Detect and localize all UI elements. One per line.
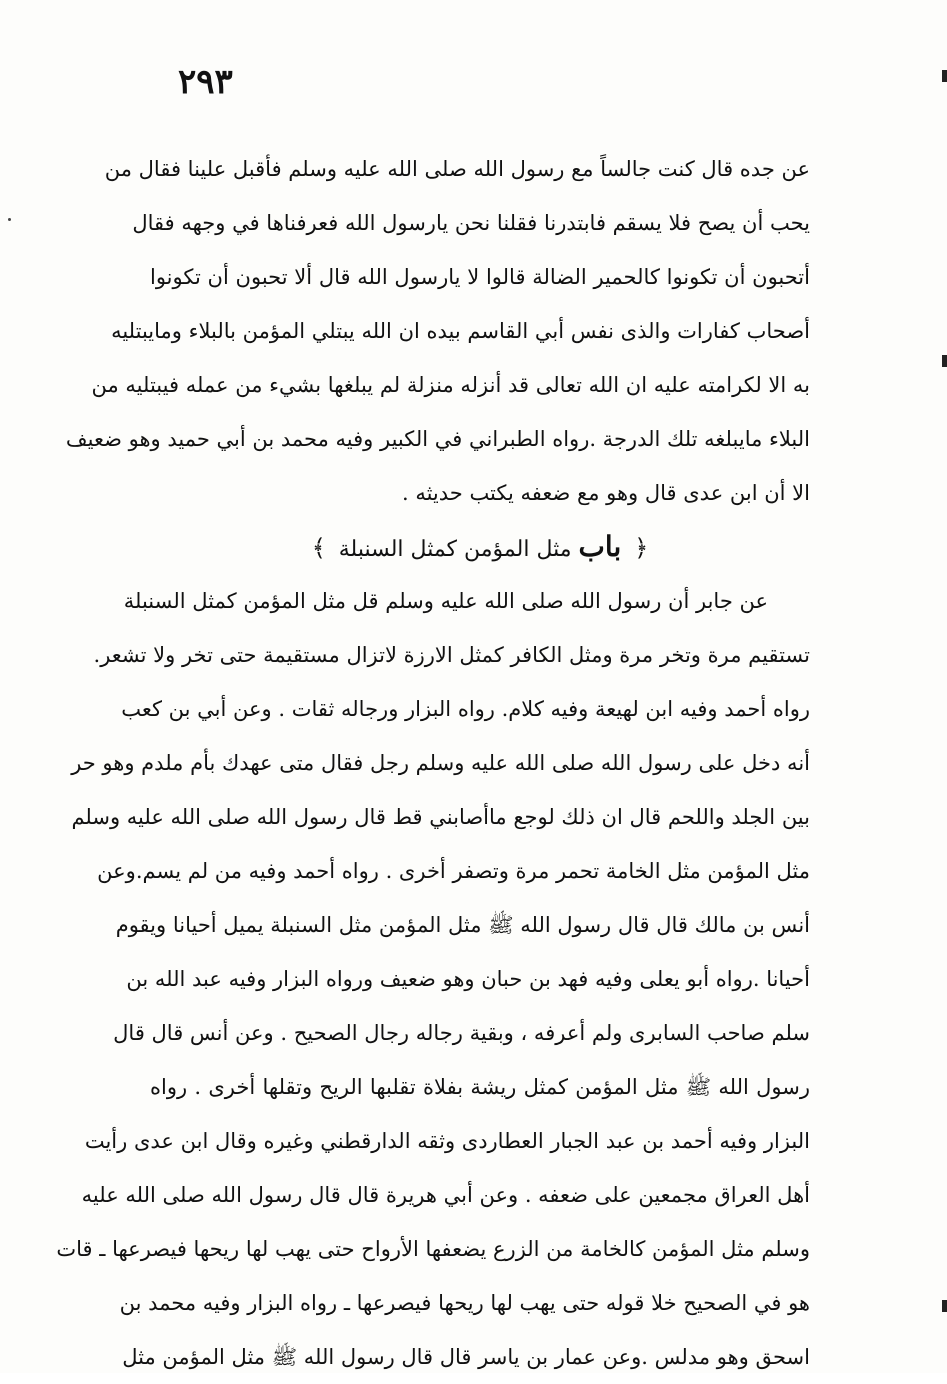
text-line: أهل العراق مجمعين على ضعفه . وعن أبي هريرة قال قال رسول الله صلى الله عليه [81,1183,810,1207]
text-line: عن جابر أن رسول الله صلى الله عليه وسلم قل مثل المؤمن كمثل السنبلة [123,589,768,613]
text-line: مثل المؤمن مثل الخامة تحمر مرة وتصفر أخرى . رواه أحمد وفيه من لم يسم.وعن [97,859,810,883]
text-line: وسلم مثل المؤمن كالخامة من الزرع يضعفها الأرواح حتى يهب لها ريحها فيصرعها ـ قات [56,1237,810,1261]
heading-title: مثل المؤمن كمثل السنبلة [338,537,572,562]
text-line: عن جده قال كنت جالساً مع رسول الله صلى الله عليه وسلم فأقبل علينا فقال من [104,157,810,181]
text-line: بين الجلد واللحم قال ان ذلك لوجع ماأصابني قط قال رسول الله صلى الله عليه وسلم [71,805,810,829]
text-line: الا أن ابن عدى قال وهو مع ضعفه يكتب حديثه . [401,481,810,505]
text-line: رواه أحمد وفيه ابن لهيعة وفيه كلام. رواه البزار ورجاله ثقات . وعن أبي بن كعب [121,697,810,721]
heading-close-bracket: ﴾ [311,534,326,562]
text-line: هو في الصحيح خلا قوله حتى يهب لها ريحها فيصرعها ـ رواه البزار وفيه محمد بن [119,1291,810,1315]
text-line: أنس بن مالك قال قال رسول الله ﷺ مثل المؤمن مثل السنبلة يميل أحيانا ويقوم [115,913,810,937]
text-line: أحيانا .رواه أبو يعلى وفيه فهد بن حبان وهو ضعيف ورواه البزار وفيه عبد الله بن [126,967,810,991]
page-number: ٢٩٣ [178,62,233,102]
text-line: البلاء مايبلغه تلك الدرجة .رواه الطبراني في الكبير وفيه محمد بن أبي حميد وهو ضعيف [65,427,810,451]
text-line: به الا لكرامته عليه ان الله تعالى قد أنزله منزلة لم يبلغها بشيء من عمله فيبتليه من [91,373,810,397]
text-line: يحب أن يصح فلا يسقم فابتدرنا فقلنا نحن يارسول الله فعرفناها في وجهه فقال [132,211,810,235]
text-line: رسول الله ﷺ مثل المؤمن كمثل ريشة بفلاة تقلبها الريح وتقلها أخرى . رواه [150,1075,810,1099]
text-line: اسحق وهو مدلس .وعن عمار بن ياسر قال قال رسول الله ﷺ مثل المؤمن مثل [122,1345,810,1369]
text-line: سلم صاحب السابرى ولم أعرفه ، وبقية رجاله رجال الصحيح . وعن أنس قال قال [113,1021,810,1045]
text-line: أنه دخل على رسول الله صلى الله عليه وسلم رجل فقال متى عهدك بأم ملدم وهو حر [71,751,810,775]
text-line: أصحاب كفارات والذى نفس أبي القاسم بيده ان الله يبتلي المؤمن بالبلاء ومايبتليه [111,319,810,343]
scan-edge-mark [942,70,947,82]
text-line: البزار وفيه أحمد بن عبد الجبار العطاردى وثقه الدارقطني وغيره وقال ابن عدى رأيت [84,1129,810,1153]
scan-edge-mark [942,1300,947,1312]
scan-speck [8,218,11,221]
chapter-heading [150,520,810,574]
heading-open-bracket: ﴿ [634,534,649,562]
scan-edge-mark [942,355,947,367]
body-text [56,142,810,1384]
heading-bab: باب [578,530,622,563]
text-line: أتحبون أن تكونوا كالحمير الضالة قالوا لا يارسول الله قال ألا تحبون أن تكونوا [150,265,810,289]
text-line: تستقيم مرة وتخر مرة ومثل الكافر كمثل الارزة لاتزال مستقيمة حتى تخر ولا تشعر. [93,643,810,667]
